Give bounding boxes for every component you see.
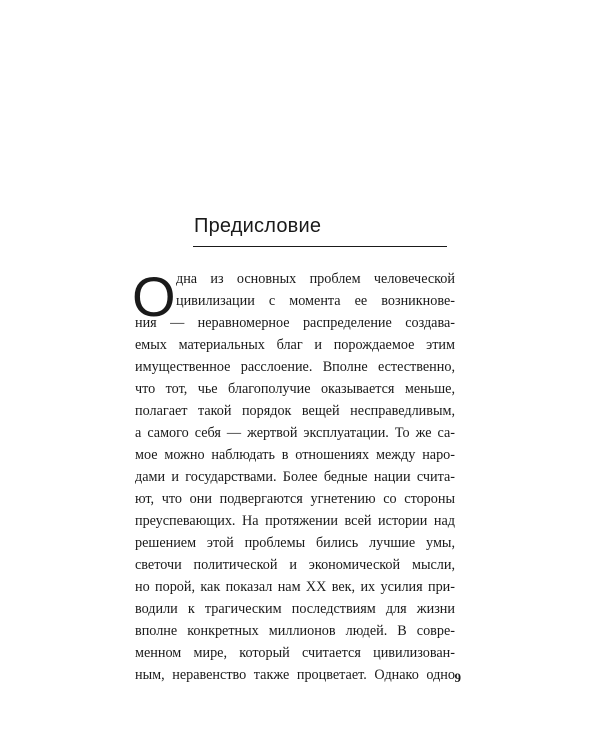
text-line: дами и государствами. Более бедные нации счита- (135, 469, 455, 485)
text-line: решением этой проблемы бились лучшие умы, (135, 535, 455, 551)
text-line: водили к трагическим последствиям для жизни (135, 601, 455, 617)
text-line: а самого себя — жертвой эксплуатации. То же са- (135, 425, 455, 441)
text-line: что тот, чье благополучие оказывается меньше, (135, 381, 455, 397)
drop-cap: О (132, 265, 176, 328)
text-line: имущественное расслоение. Вполне естественно, (135, 359, 455, 375)
text-line: менном мире, который считается цивилизован- (135, 645, 455, 661)
text-line: ния — неравномерное распределение создава- (135, 315, 455, 331)
page-number: 9 (454, 670, 461, 685)
text-line: полагает такой порядок вещей несправедливым, (135, 403, 455, 419)
text-line: цивилизации с момента ее возникнове- (176, 293, 455, 309)
text-line: емых материальных благ и порождаемое этим (135, 337, 455, 353)
title-underline (193, 246, 447, 247)
text-line: ют, что они подвергаются угнетению со стороны (135, 491, 455, 507)
text-line: вполне конкретных миллионов людей. В совре- (135, 623, 455, 639)
text-line: мое можно наблюдать в отношениях между наро- (135, 447, 455, 463)
text-line: светочи политической и экономической мысли, (135, 557, 455, 573)
text-line: преуспевающих. На протяжении всей истории над (135, 513, 455, 529)
chapter-body (135, 268, 455, 686)
text-line: но порой, как показал нам XX век, их усилия при- (135, 579, 455, 595)
text-line: ным, неравенство также процветает. Однако одно (135, 667, 455, 683)
text-line: дна из основных проблем человеческой (176, 271, 455, 287)
chapter-title: Предисловие (194, 215, 322, 237)
